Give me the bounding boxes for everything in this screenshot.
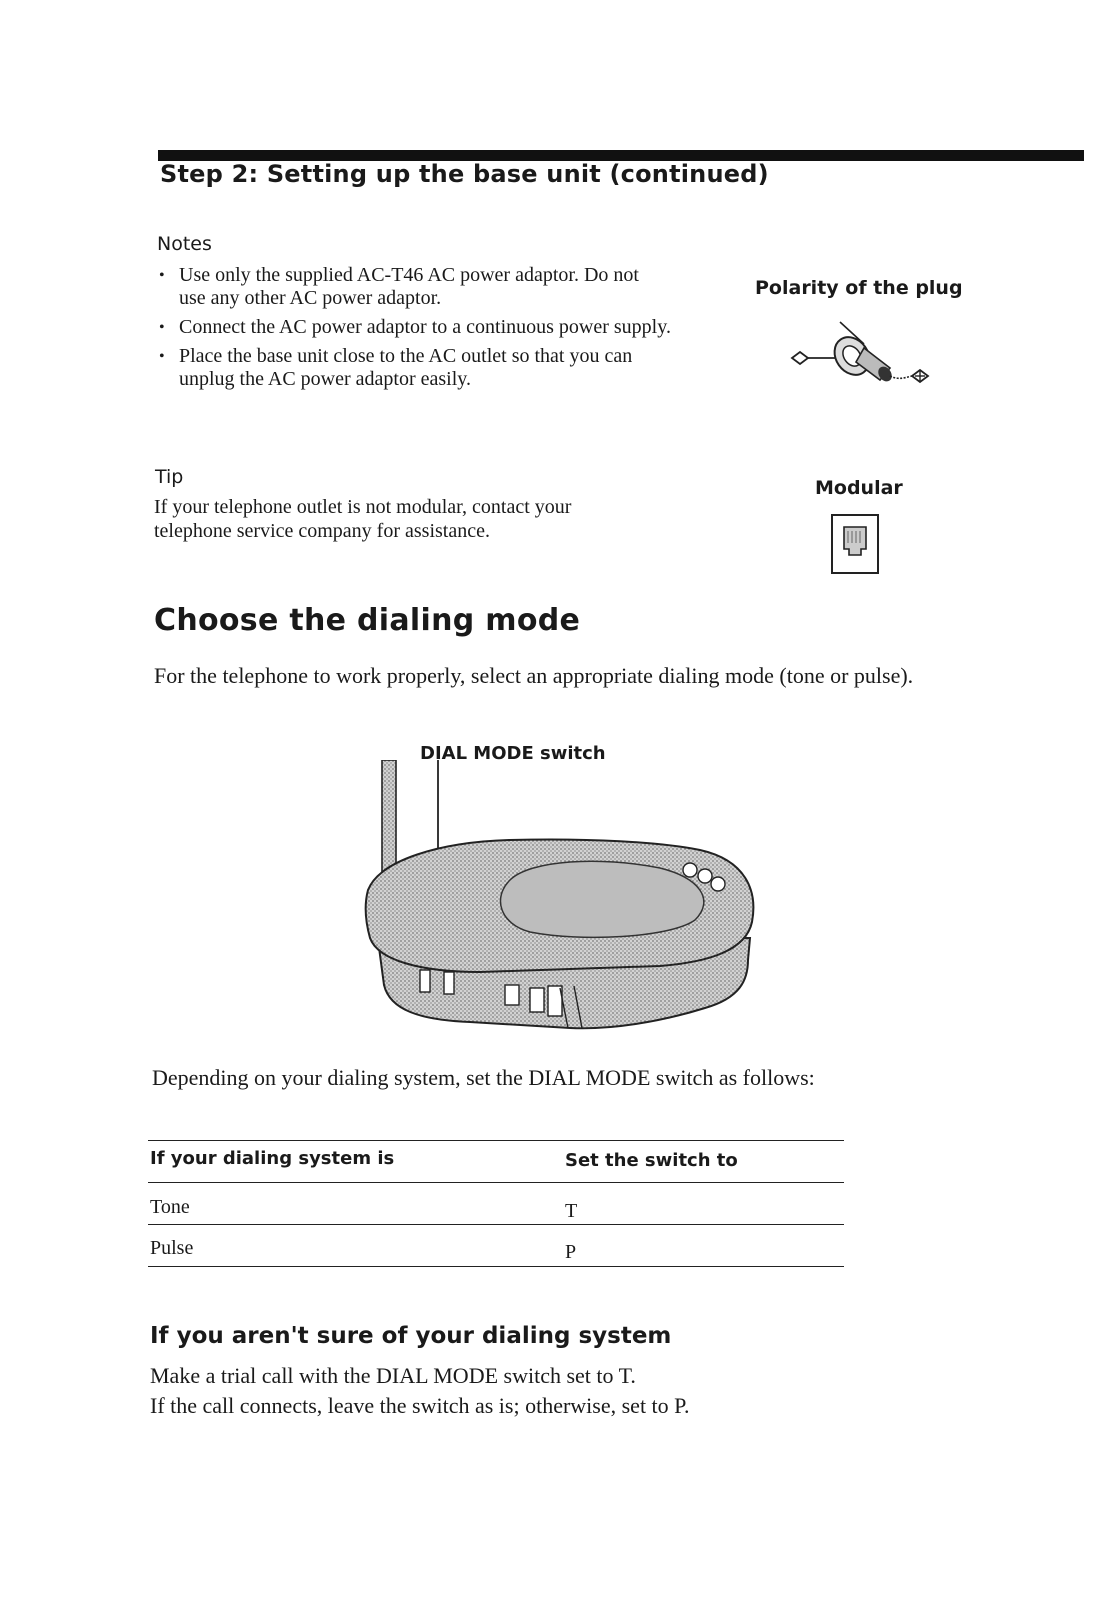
notes-heading: Notes	[157, 233, 212, 255]
unsure-line-2: If the call connects, leave the switch as is; otherwise, set to P.	[150, 1393, 690, 1418]
base-unit-illustration	[360, 760, 780, 1060]
table-rule	[148, 1224, 844, 1225]
table-rule-bottom	[148, 1266, 844, 1267]
table-header-switch: Set the switch to	[565, 1150, 738, 1171]
table-rule	[148, 1182, 844, 1183]
page-title: Step 2: Setting up the base unit (continued)	[160, 160, 769, 188]
plug-polarity-label: Polarity of the plug	[755, 277, 963, 299]
table-cell-switch: P	[565, 1241, 577, 1263]
table-header-system: If your dialing system is	[150, 1148, 395, 1169]
tip-heading: Tip	[155, 466, 184, 488]
dialing-intro: For the telephone to work properly, select an appropriate dialing mode (tone or pulse).	[154, 663, 914, 688]
section-heading-dialing-mode: Choose the dialing mode	[154, 603, 581, 638]
table-rule-top	[148, 1140, 844, 1141]
table-cell-system: Pulse	[150, 1237, 194, 1259]
modular-label: Modular	[815, 477, 903, 499]
note-item: • Connect the AC power adaptor to a continuous power supply.	[157, 316, 689, 339]
note-item: • Use only the supplied AC-T46 AC power adaptor. Do not use any other AC power adaptor.	[157, 264, 649, 310]
dial-mode-instruction: Depending on your dialing system, set the DIAL MODE switch as follows:	[152, 1065, 815, 1090]
dial-mode-switch-label: DIAL MODE switch	[420, 743, 606, 764]
note-item: • Place the base unit close to the AC outlet so that you can unplug the AC power adaptor easily.	[157, 345, 669, 391]
table-cell-switch: T	[565, 1200, 578, 1222]
section-heading-unsure: If you aren't sure of your dialing system	[150, 1323, 672, 1349]
notes-list	[157, 264, 717, 397]
plug-polarity-icon	[780, 318, 940, 398]
tip-text: If your telephone outlet is not modular, contact your telephone service company for assistance.	[154, 496, 572, 542]
table-cell-system: Tone	[150, 1196, 190, 1218]
unsure-line-1: Make a trial call with the DIAL MODE switch set to T.	[150, 1363, 636, 1388]
modular-jack-icon	[830, 513, 882, 577]
